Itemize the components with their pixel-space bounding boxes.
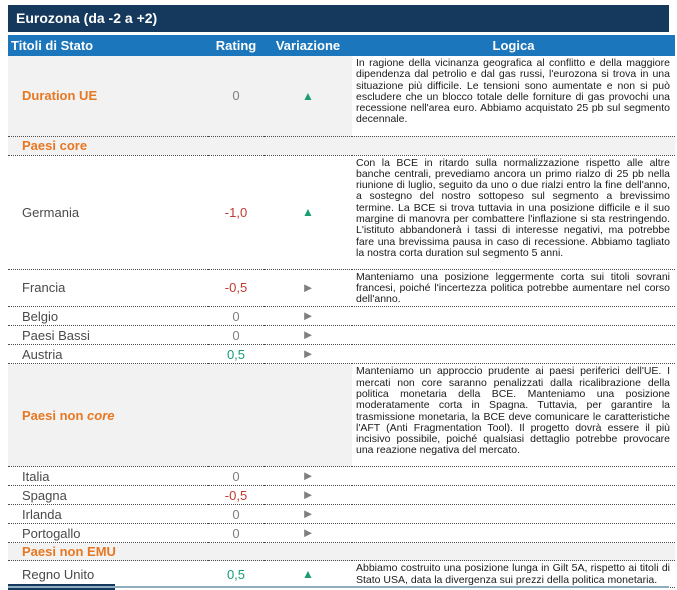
section-label: Paesi core [8,136,675,155]
name-cell: Paesi Bassi [8,326,208,345]
table-row [8,524,675,543]
rating-cell: -1,0 [208,155,264,269]
logic-cell [352,524,675,543]
table-row [8,326,675,345]
rating-cell: 0 [208,524,264,543]
table-row [8,269,675,307]
name-cell: Portogallo [8,524,208,543]
right-triangle-icon: ► [301,308,315,324]
variation-cell [264,524,352,543]
name-cell: Regno Unito [8,561,208,588]
variation-cell [264,155,352,269]
section-title-bar [8,5,669,32]
col-header-variazione: Variazione [264,35,352,56]
up-triangle-icon: ▲ [302,205,314,219]
variation-cell [264,326,352,345]
variation-cell [264,486,352,505]
logic-cell [352,486,675,505]
section-row [8,136,675,155]
col-header-logica: Logica [352,35,675,56]
rating-cell: 0 [208,326,264,345]
table-body [8,56,675,587]
right-triangle-icon: ► [301,506,315,522]
col-header-rating: Rating [208,35,264,56]
right-triangle-icon: ► [301,327,315,343]
up-triangle-icon: ▲ [302,567,314,582]
variation-cell [264,269,352,307]
logic-cell [352,345,675,364]
rating-cell: 0 [208,307,264,326]
right-triangle-icon: ► [301,279,315,295]
variation-cell [264,505,352,524]
name-cell: Francia [8,269,208,307]
name-cell: Irlanda [8,505,208,524]
section-title: Eurozona (da -2 a +2) [16,10,158,26]
name-cell: Belgio [8,307,208,326]
logic-cell: Con la BCE in ritardo sulla normalizzazione rispetto alle altre banche centrali, prevediamo ancora un primo rialzo di 25 pb nella riunione di luglio, seguito da uno o due rialzi entro la fine dell'anno, a sostegno del nostro sottopeso sul segmento a brevissimo termine. La BCE si trova tuttavia in una posizione difficile e il suo margine di manovra per combattere l'inflazione si sta restringendo. L'istituto abbandonerà i tassi di interesse negativi, ma potrebbe fare una brevissima pausa in caso di recessione. Abbiamo tagliato la nostra corta duration sul segmento 5 anni. [352,155,675,269]
logic-cell [352,326,675,345]
table-row [8,467,675,486]
table-row [8,505,675,524]
logic-cell [352,505,675,524]
rating-cell: -0,5 [208,269,264,307]
rating-cell: 0 [208,56,264,136]
section-row [8,364,675,467]
logic-cell [352,307,675,326]
logic-cell: Manteniamo un approccio prudente ai paesi periferici dell'UE. I mercati non core saranno penalizzati dalla ricalibrazione della politica monetaria della BCE. Manteniamo una posizione moderatamente corta in Spagna. Tuttavia, per garantire la trasmissione monetaria, la BCE deve comunicare le caratteristiche l'AFT (Anti Fragmentation Tool). Il progetto dovrà essere il più incisivo possibile, poiché qualsiasi dettaglio potrebbe provocare una reazione negativa del mercato. [352,364,675,467]
rating-cell: 0,5 [208,561,264,588]
table-row [8,155,675,269]
variation-cell [264,345,352,364]
logic-cell: Manteniamo una posizione leggermente corta sui titoli sovrani francesi, poiché l'incertezza politica potrebbe aumentare nel corso dell'anno. [352,269,675,307]
table-row [8,486,675,505]
right-triangle-icon: ► [301,346,315,362]
rating-cell: 0 [208,505,264,524]
right-triangle-icon: ► [301,525,315,541]
logic-cell: Abbiamo costruito una posizione lunga in Gilt 5A, rispetto ai titoli di Stato USA, data la divergenza sui prezzi della politica monetaria. [352,561,675,588]
section-row [8,543,675,561]
name-cell: Austria [8,345,208,364]
rating-cell: 0,5 [208,345,264,364]
name-cell: Spagna [8,486,208,505]
col-header-titoli: Titoli di Stato [8,35,208,56]
rating-cell: 0 [208,467,264,486]
section-label: Paesi non core [8,364,352,467]
variation-cell [264,561,352,588]
up-triangle-icon: ▲ [302,88,314,103]
variation-cell [264,56,352,136]
variation-cell [264,307,352,326]
rating-cell: -0,5 [208,486,264,505]
table-row [8,345,675,364]
logic-cell: In ragione della vicinanza geografica al conflitto e della maggiore dipendenza dal petrolio e dal gas russi, l'eurozona si trova in una situazione più difficile. Le tensioni sono aumentate e non si può escludere che un blocco totale delle forniture di gas provochi una recessione nell'area euro. Abbiamo acquistato 25 pb sul segmento decennale. [352,56,675,136]
logic-cell [352,467,675,486]
header-row [8,35,675,56]
table-row [8,56,675,136]
right-triangle-icon: ► [301,487,315,503]
name-cell: Germania [8,155,208,269]
table-bottom-line [8,586,669,588]
table-row [8,307,675,326]
name-cell: Duration UE [8,56,208,136]
ratings-table [8,35,675,588]
right-triangle-icon: ► [301,468,315,484]
variation-cell [264,467,352,486]
section-label: Paesi non EMU [8,543,675,561]
name-cell: Italia [8,467,208,486]
